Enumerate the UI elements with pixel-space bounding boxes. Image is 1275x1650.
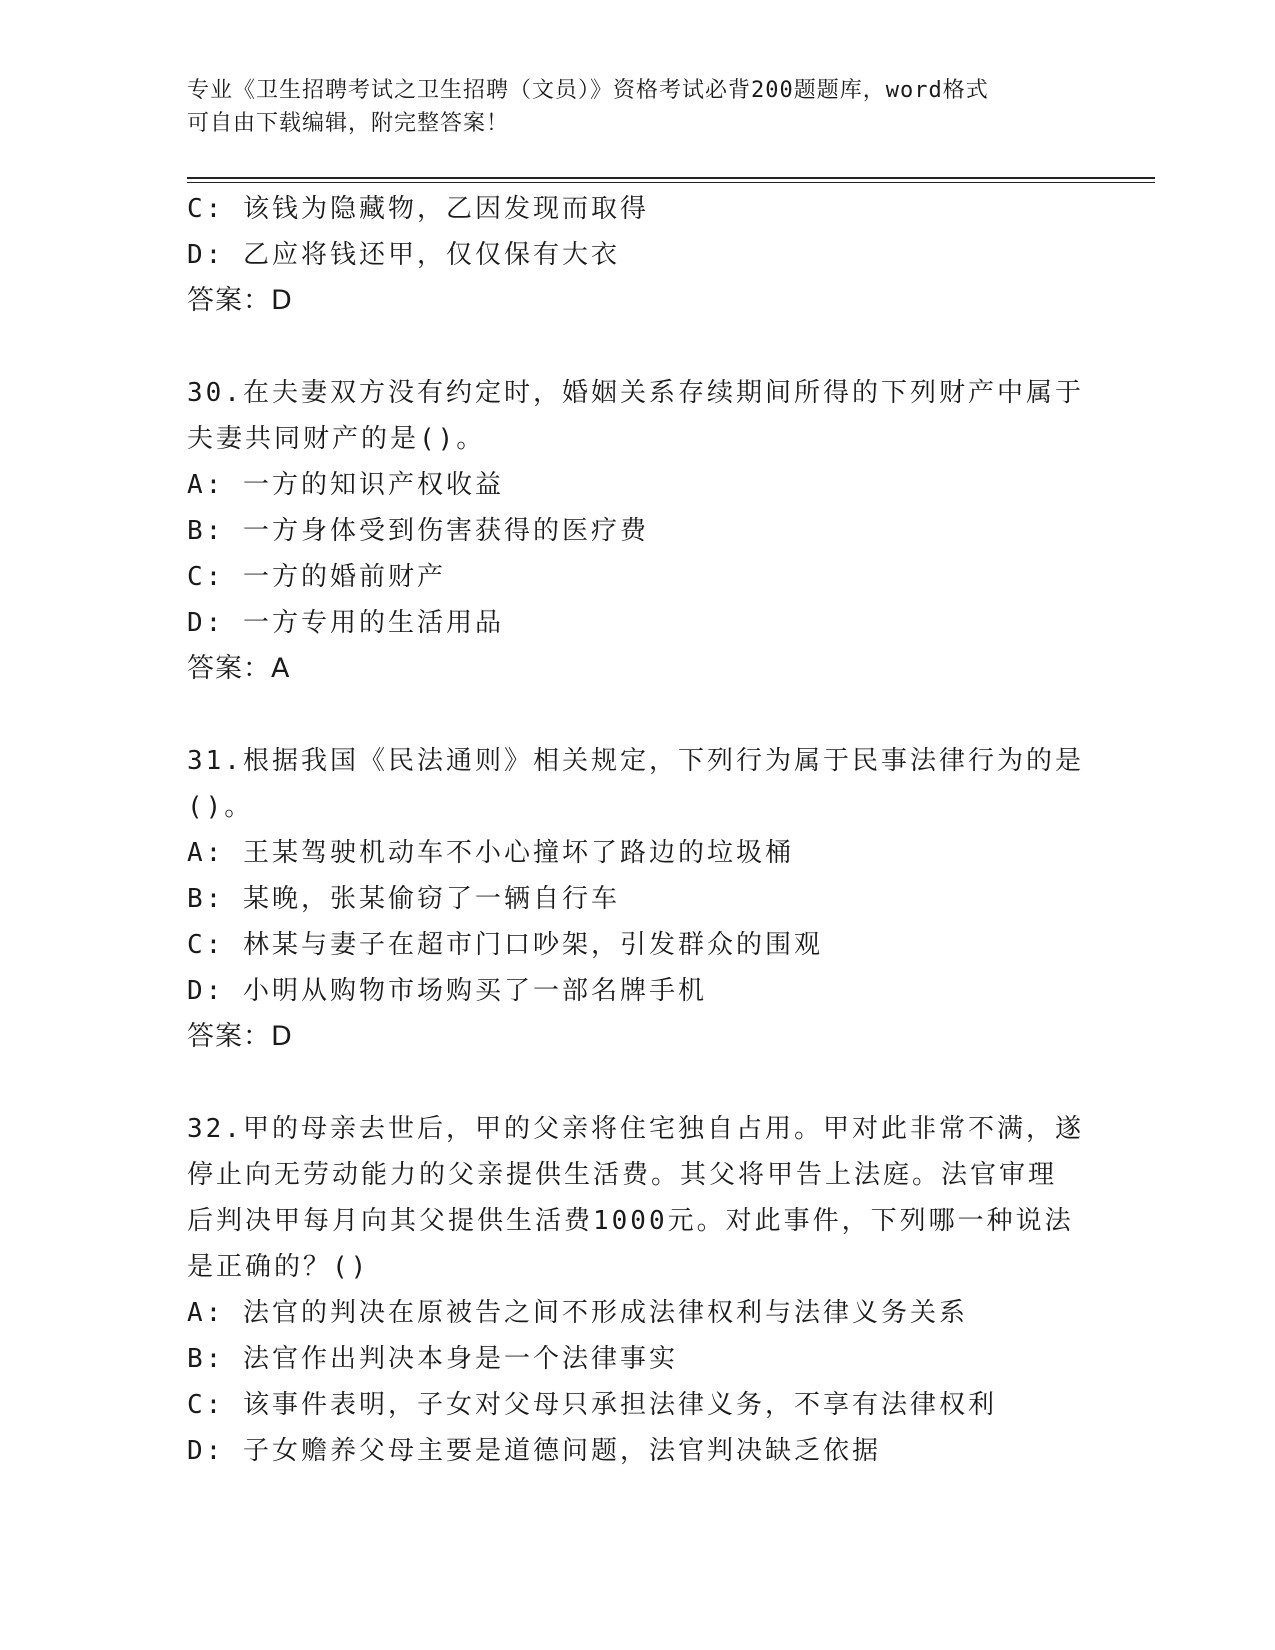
question-continuation <box>187 186 1087 324</box>
option-c: C: 该事件表明，子女对父母只承担法律义务，不享有法律权利 <box>187 1390 997 1420</box>
question-30 <box>187 370 1087 692</box>
option-a: A: 王某驾驶机动车不小心撞坏了路边的垃圾桶 <box>187 838 794 868</box>
question-text-line: 是正确的？() <box>187 1252 370 1282</box>
option-a: A: 法官的判决在原被告之间不形成法律权利与法律义务关系 <box>187 1298 968 1328</box>
option-b: B: 一方身体受到伤害获得的医疗费 <box>187 516 649 546</box>
option-b: B: 法官作出判决本身是一个法律事实 <box>187 1344 678 1374</box>
question-32 <box>187 1106 1087 1474</box>
question-text-line: 31.根据我国《民法通则》相关规定，下列行为属于民事法律行为的是 <box>187 746 1084 776</box>
document-header <box>187 74 1087 140</box>
option-c: C: 该钱为隐藏物，乙因发现而取得 <box>187 194 649 224</box>
option-d: D: 小明从购物市场购买了一部名牌手机 <box>187 976 707 1006</box>
option-c: C: 一方的婚前财产 <box>187 562 446 592</box>
spacer <box>187 1060 1087 1106</box>
question-text-line: 夫妻共同财产的是()。 <box>187 424 486 454</box>
header-title-line-2: 可自由下载编辑，附完整答案！ <box>187 111 510 136</box>
option-d: D: 子女赡养父母主要是道德问题，法官判决缺乏依据 <box>187 1436 881 1466</box>
question-text-line: 停止向无劳动能力的父亲提供生活费。其父将甲告上法庭。法官审理 <box>187 1160 1058 1190</box>
question-text-line: 32.甲的母亲去世后，甲的父亲将住宅独自占用。甲对此非常不满，遂 <box>187 1114 1084 1144</box>
answer-line: 答案：D <box>187 1021 293 1052</box>
spacer <box>187 692 1087 738</box>
question-text-line: ()。 <box>187 792 254 822</box>
answer-line: 答案：D <box>187 285 293 316</box>
option-d: D: 一方专用的生活用品 <box>187 608 504 638</box>
option-d: D: 乙应将钱还甲，仅仅保有大衣 <box>187 240 620 270</box>
option-a: A: 一方的知识产权收益 <box>187 470 504 500</box>
option-b: B: 某晚，张某偷窃了一辆自行车 <box>187 884 620 914</box>
answer-line: 答案：A <box>187 653 291 684</box>
header-title-line-1: 专业《卫生招聘考试之卫生招聘（文员）》资格考试必背200题题库，word格式 <box>187 78 989 103</box>
option-c: C: 林某与妻子在超市门口吵架，引发群众的围观 <box>187 930 823 960</box>
document-body <box>187 186 1087 1474</box>
spacer <box>187 324 1087 370</box>
header-divider <box>187 177 1155 183</box>
question-31 <box>187 738 1087 1060</box>
question-text-line: 后判决甲每月向其父提供生活费1000元。对此事件，下列哪一种说法 <box>187 1206 1074 1236</box>
question-text-line: 30.在夫妻双方没有约定时，婚姻关系存续期间所得的下列财产中属于 <box>187 378 1084 408</box>
